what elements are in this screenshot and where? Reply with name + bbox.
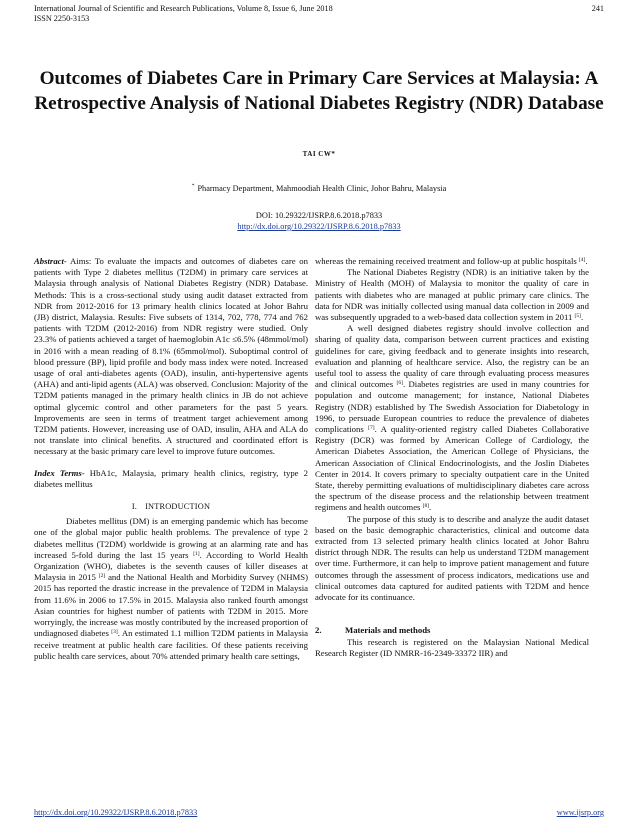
section-heading-materials: 2. Materials and methods [315, 625, 431, 636]
page-number: 241 [591, 4, 604, 13]
paper-title: Outcomes of Diabetes Care in Primary Care Services at Malaysia: A Retrospective Analysis of National Diabetes Registry (NDR) Database [34, 68, 604, 114]
citation[interactable]: [2] [98, 573, 106, 580]
citation[interactable]: [5] [574, 313, 581, 320]
doi-link[interactable]: http://dx.doi.org/10.29322/IJSRP.8.6.2018.p7833 [237, 222, 401, 231]
intro-paragraph-1-continued: whereas the remaining received treatment and follow-up at public hospitals [4]. [315, 256, 588, 266]
right-column [315, 256, 589, 659]
footer-doi-link[interactable]: http://dx.doi.org/10.29322/IJSRP.8.6.2018.p7833 [34, 808, 198, 817]
citation[interactable]: [8] [422, 503, 430, 510]
doi-text: DOI: 10.29322/IJSRP.8.6.2018.p7833 [255, 211, 383, 220]
intro-paragraph-3: A well designed diabetes registry should involve collection and sharing of quality data, comparison between current practices and existing guidelines for care, giving feedback and to generate insights into research, evaluation and planning of healthcare service. Also, the registry can be an useful tool to assess the quality of care through evaluating process measures and clinical outcomes [6]. Diabetes registries are used in many countries for population and outcome management; for instance, National Diabetes Registry (NDR) established by The Swedish Association for Diabetology in 1996, to persuade European countries to reduce the prevalence of diabetes complications [7]. A quality-oriented registry called Diabetes Collaborative Registry (DCR) was formed by American College of Cardiology, the American Diabetes Association, the American College of Physicians, the American Association of Clinical Endocrinologists, and the Joslin Diabetes Center in 2014. It covers primary to specialty outpatient care in the United State, thereby permitting evaluations of multidisciplinary diabetes care across the spectrum of the disease process and the relationship between treatment regimens and health outcomes [8]. [315, 323, 589, 513]
citation[interactable]: [7] [368, 425, 375, 432]
citation[interactable]: [1] [193, 550, 200, 557]
index-terms-text: - HbA1c, Malaysia, primary health clinics, registry, type 2 diabetes mellitus [34, 467, 309, 489]
intro-paragraph-1: Diabetes mellitus (DM) is an emerging pandemic which has become one of the global major public health problems. The prevalence of type 2 diabetes mellitus (T2DM) worldwide is growing at an alarming rate and has increased 5-fold during the last 15 years [1]. According to World Health Organization (WHO), diabetes is the seventh causes of killer diseases at Malaysia in 2015 [2] and the National Health and Morbidity Survey (NHMS) 2015 has reported the drastic increase in the prevalence of T2DM in Malaysia from 11.6% in 2006 to 17.5% in 2015. Malaysia also ranked fourth amongst Asian countries for highest number of patients with T2DM in 2015. More worryingly, the increase was mostly contributed by the increased proportion of undiagnosed diabetes [3]. An estimated 1.1 million T2DM patients in Malaysia receive treatment at public health care facilities. Of these patients receiving public health care services, about 70% attended primary health care settings, [34, 516, 308, 661]
citation[interactable]: [6] [396, 380, 403, 387]
citation[interactable]: [3] [111, 629, 118, 636]
intro-paragraph-2: The National Diabetes Registry (NDR) is an initiative taken by the Ministry of Health (MOH) of Malaysia to monitor the quality of care in patients with diabetes who are managed at public primary care clinics. The data for NDR was initially collected using manual data collection in 2009 and was subsequently upgraded to a web-based data collection system in 2011 [5]. [315, 267, 589, 323]
intro-paragraph-4: The purpose of this study is to describe and analyze the audit dataset based on the basic demographic characteristics, clinical and outcome data extracted from 13 selected primary health clinics located at Johor Bahru district through NDR. The results can help us understand T2DM management over time. Furthermore, it can help to improve patient management and future outcomes through the assessment of process indicators, medications use and clinical outcomes data captured for audited patients with T2DM and hence advocate for its continuance. [315, 513, 589, 603]
left-column [34, 256, 308, 662]
abstract [34, 256, 308, 458]
affiliation-marker: * [191, 183, 195, 189]
doi-block [0, 210, 638, 232]
section-heading-introduction: I. INTRODUCTION [131, 502, 211, 512]
abstract-text: Aims: To evaluate the impacts and outcomes of diabetes care on patients with Type 2 diabetes mellitus (T2DM) in primary care services at Malaysia through analysis of National Diabetes Registry (NDR) Database. Methods: This is a cross-sectional study using audit dataset extracted from NDR from 2012-2016 for 13 primary health clinics located at Johor Bahru (JB) district, Malaysia. Results: Five subsets of 1314, 702, 778, 774 and 762 patients with T2DM (2012-2016) from NDR registry were studied. Only 23.3% of patients achieved a target of haemoglobin A1c ≤6.5% (48mmol/mol) in 2016 with a mean reading of 8.1% (65mmol/mol). Suboptimal control of blood pressure (BP), lipid profile and body mass index were noted. Increased usage of oral anti-diabetes agents (OAD), insulin, anti-hypertensive agents (AHA) and anti-lipid agents (ALA) was observed. Conclusion: Majority of the T2DM patients managed in the primary health clinics in JB do not achieve optimal glycemic control and other parameters for the past 5 years. Improvements are seen in terms of treatment target achievement among T2DM patients. However, increasing use of OAD, insulin, AHA and ALA do not translate into clinical benefits. A structured and coordinated effort is necessary at the basic primary care level to improve future outcomes. [34, 256, 308, 457]
citation[interactable]: [4] [578, 257, 586, 263]
journal-name: International Journal of Scientific and Research Publications, Volume 8, Issue 6, June 2018 [34, 4, 333, 13]
author: TAI CW* [302, 150, 336, 158]
issn: ISSN 2250-3153 [34, 14, 90, 23]
running-header [34, 4, 604, 24]
methods-paragraph-1: This research is registered on the Malaysian National Medical Research Register (ID NMRR-16-2349-33372 IIR) and [315, 636, 589, 658]
footer-site-link[interactable]: www.ijsrp.org [556, 808, 604, 817]
abstract-label: Abstract- [34, 256, 67, 266]
index-terms-label: Index Terms [34, 467, 82, 478]
affiliation-text: Pharmacy Department, Mahmoodiah Health Clinic, Johor Bahru, Malaysia [197, 184, 447, 193]
page-footer [34, 808, 604, 817]
index-terms [34, 468, 308, 490]
affiliation [0, 183, 638, 193]
